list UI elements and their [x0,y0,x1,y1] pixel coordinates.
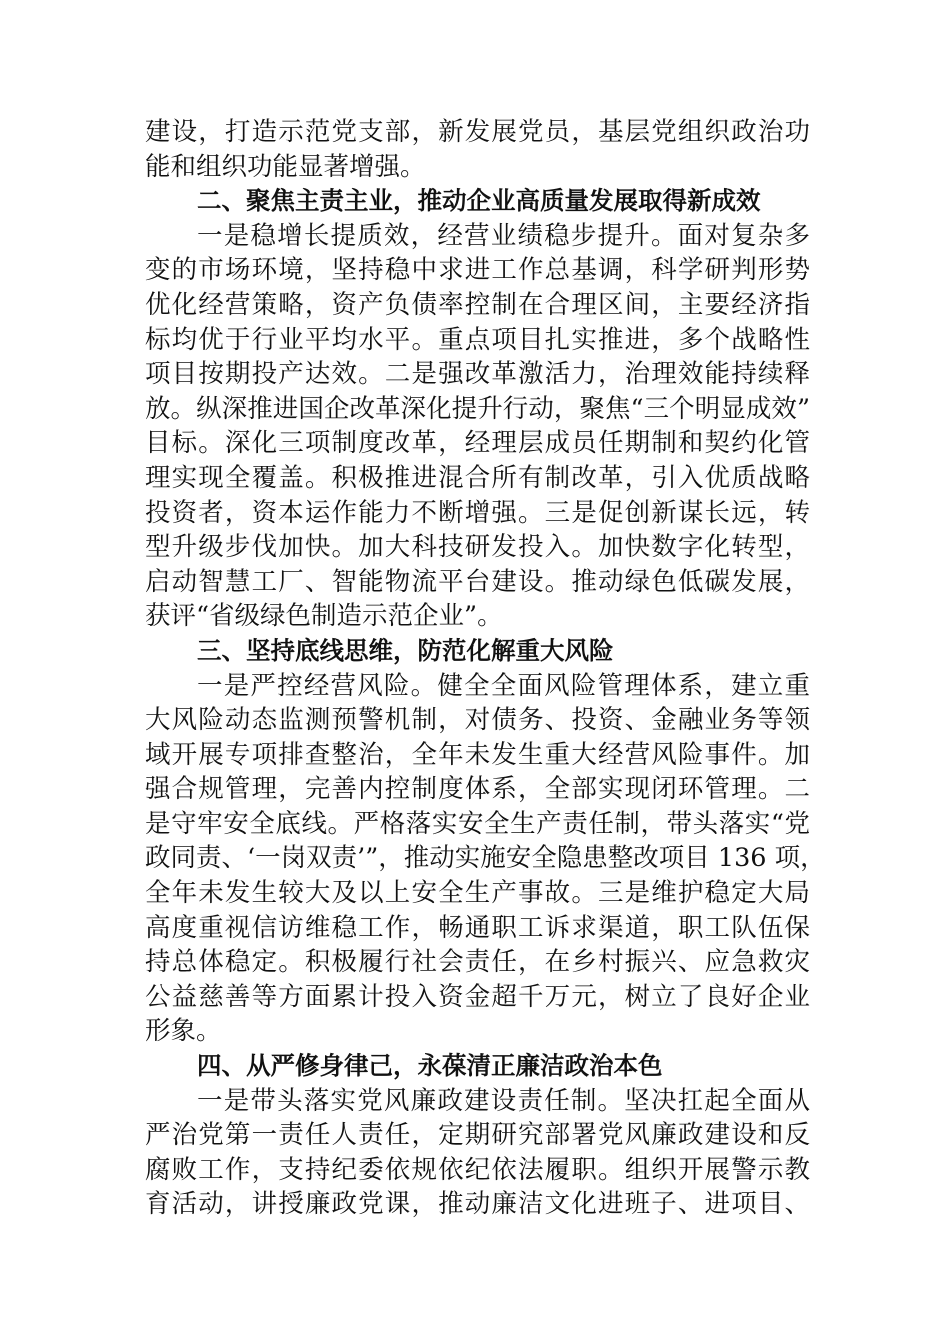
section-heading: 四、从严修身律己，永葆清正廉洁政治本色 [197,1051,663,1081]
paragraph-line: 是守牢安全底线。严格落实安全生产责任制，带头落实“党 [145,808,810,839]
paragraph-line: 标均优于行业平均水平。重点项目扎实推进，多个战略性 [145,324,810,355]
paragraph-line: 项目按期投产达效。二是强改革激活力，治理效能持续释 [145,359,810,390]
paragraph-line: 优化经营策略，资产负债率控制在合理区间，主要经济指 [145,289,810,320]
paragraph-line: 一是严控经营风险。健全全面风险管理体系，建立重 [197,670,810,701]
paragraph-line: 型升级步伐加快。加大科技研发投入。加快数字化转型， [145,532,810,563]
paragraph-line: 持总体稳定。积极履行社会责任，在乡村振兴、应急救灾 [145,947,810,978]
paragraph-line: 能和组织功能显著增强。 [145,151,426,182]
paragraph-line: 一是稳增长提质效，经营业绩稳步提升。面对复杂多 [197,220,810,251]
paragraph-line: 放。纵深推进国企改革深化提升行动，聚焦“三个明显成效” [145,393,810,424]
paragraph-line: 建设，打造示范党支部，新发展党员，基层党组织政治功 [145,117,810,147]
paragraph-line: 强合规管理，完善内控制度体系，全部实现闭环管理。二 [145,774,810,805]
paragraph-line: 腐败工作，支持纪委依规依纪依法履职。组织开展警示教 [145,1154,810,1185]
paragraph-line: 育活动，讲授廉政党课，推动廉洁文化进班子、进项目、 [145,1189,810,1220]
paragraph-line: 大风险动态监测预警机制，对债务、投资、金融业务等领 [145,705,810,736]
paragraph-line: 获评“省级绿色制造示范企业”。 [145,601,503,632]
paragraph-line: 变的市场环境，坚持稳中求进工作总基调，科学研判形势 [145,255,810,286]
paragraph-line: 全年未发生较大及以上安全生产事故。三是维护稳定大局 [145,878,810,909]
paragraph-line: 目标。深化三项制度改革，经理层成员任期制和契约化管 [145,428,810,459]
paragraph-line: 严治党第一责任人责任，定期研究部署党风廉政建设和反 [145,1120,810,1151]
paragraph-line: 理实现全覆盖。积极推进混合所有制改革，引入优质战略 [145,462,810,493]
paragraph-line: 域开展专项排查整治，全年未发生重大经营风险事件。加 [145,739,810,770]
paragraph-line: 形象。 [145,1016,222,1047]
section-heading: 三、坚持底线思维，防范化解重大风险 [197,635,614,665]
document-body [145,115,826,1222]
paragraph-line: 投资者，资本运作能力不断增强。三是促创新谋长远，转 [145,497,810,528]
paragraph-line: 一是带头落实党风廉政建设责任制。坚决扛起全面从 [197,1085,810,1116]
paragraph-line: 公益慈善等方面累计投入资金超千万元，树立了良好企业 [145,981,810,1012]
paragraph-line: 启动智慧工厂、智能物流平台建设。推动绿色低碳发展， [145,566,810,597]
paragraph-line: 高度重视信访维稳工作，畅通职工诉求渠道，职工队伍保 [145,912,810,943]
section-heading: 二、聚焦主责主业，推动企业高质量发展取得新成效 [197,186,761,216]
paragraph-line: 政同责、‘一岗双责’”，推动实施安全隐患整改项目 136 项， [145,843,826,874]
